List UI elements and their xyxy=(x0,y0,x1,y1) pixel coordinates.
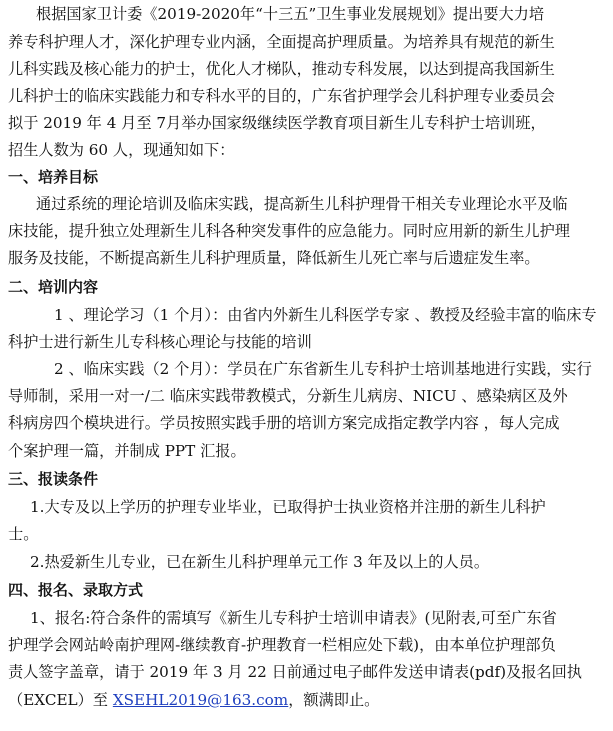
registration-line-4 xyxy=(8,689,379,711)
email-user-part[interactable]: XSEHL2019@ xyxy=(112,691,223,709)
content-line-2: 科护士进行新生儿专科核心理论与技能的培训 xyxy=(8,333,312,351)
registration-line-3: 责人签字盖章，请于 2019 年 3 月 22 日前通过电子邮件发送申请表(pdf)及报名回执 xyxy=(8,663,582,681)
intro-line-4: 儿科护士的临床实践能力和专科水平的目的，广东省护理学会儿科护理专业委员会 xyxy=(8,87,555,105)
conditions-line-1: 1.大专及以上学历的护理专业毕业，已取得护士执业资格并注册的新生儿科护 xyxy=(30,498,546,516)
section-heading-registration: 四、报名、录取方式 xyxy=(8,581,144,599)
goals-line-3: 服务及技能，不断提高新生儿科护理质量，降低新生儿死亡率与后遗症发生率。 xyxy=(8,249,540,267)
intro-line-1: 根据国家卫计委《2019-2020年“十三五”卫生事业发展规划》提出要大力培 xyxy=(36,5,545,23)
email-domain-part[interactable]: 163.com xyxy=(222,691,289,709)
content-line-5: 科病房四个模块进行。学员按照实践手册的培训方案完成指定教学内容 ，每人完成 xyxy=(8,414,560,432)
goals-line-2: 床技能，提升独立处理新生儿科各种突发事件的应急能力。同时应用新的新生儿护理 xyxy=(8,222,570,240)
email-link[interactable] xyxy=(113,691,288,709)
section-heading-goals: 一、培养目标 xyxy=(8,168,99,186)
intro-line-2: 养专科护理人才，深化护理专业内涵，全面提高护理质量。为培养具有规范的新生 xyxy=(8,33,555,51)
content-line-6: 个案护理一篇，并制成 PPT 汇报。 xyxy=(8,442,246,460)
conditions-line-2: 士。 xyxy=(8,525,39,543)
intro-line-3: 儿科实践及核心能力的护士，优化人才梯队，推动专科发展，以达到提高我国新生 xyxy=(8,60,555,78)
section-heading-content: 二、培训内容 xyxy=(8,278,99,296)
registration-line-4-suffix: ，额满即止。 xyxy=(288,691,380,709)
goals-line-1: 通过系统的理论培训及临床实践，提高新生儿科护理骨干相关专业理论水平及临 xyxy=(36,195,568,213)
content-line-1: 1 、理论学习（1 个月）：由省内外新生儿科医学专家 、教授及经验丰富的临床专 xyxy=(54,306,597,324)
conditions-line-3: 2.热爱新生儿专业，已在新生儿科护理单元工作 3 年及以上的人员。 xyxy=(30,553,490,571)
section-heading-conditions: 三、报读条件 xyxy=(8,470,99,488)
registration-line-4-prefix: （EXCEL）至 xyxy=(8,691,113,709)
content-line-4: 导师制，采用一对一/二 临床实践带教模式，分新生儿病房、NICU 、感染病区及外 xyxy=(8,387,568,405)
registration-line-1: 1、报名:符合条件的需填写《新生儿专科护士培训申请表》(见附表,可至广东省 xyxy=(30,609,557,627)
registration-line-2: 护理学会网站岭南护理网-继续教育-护理教育一栏相应处下载)，由本单位护理部负 xyxy=(8,636,556,654)
content-line-3: 2 、临床实践（2 个月）：学员在广东省新生儿专科护士培训基地进行实践，实行 xyxy=(54,360,592,378)
intro-line-5: 拟于 2019 年 4 月至 7月举办国家级继续医学教育项目新生儿专科护士培训班， xyxy=(8,114,546,132)
intro-line-6: 招生人数为 60 人，现通知如下： xyxy=(8,141,235,159)
